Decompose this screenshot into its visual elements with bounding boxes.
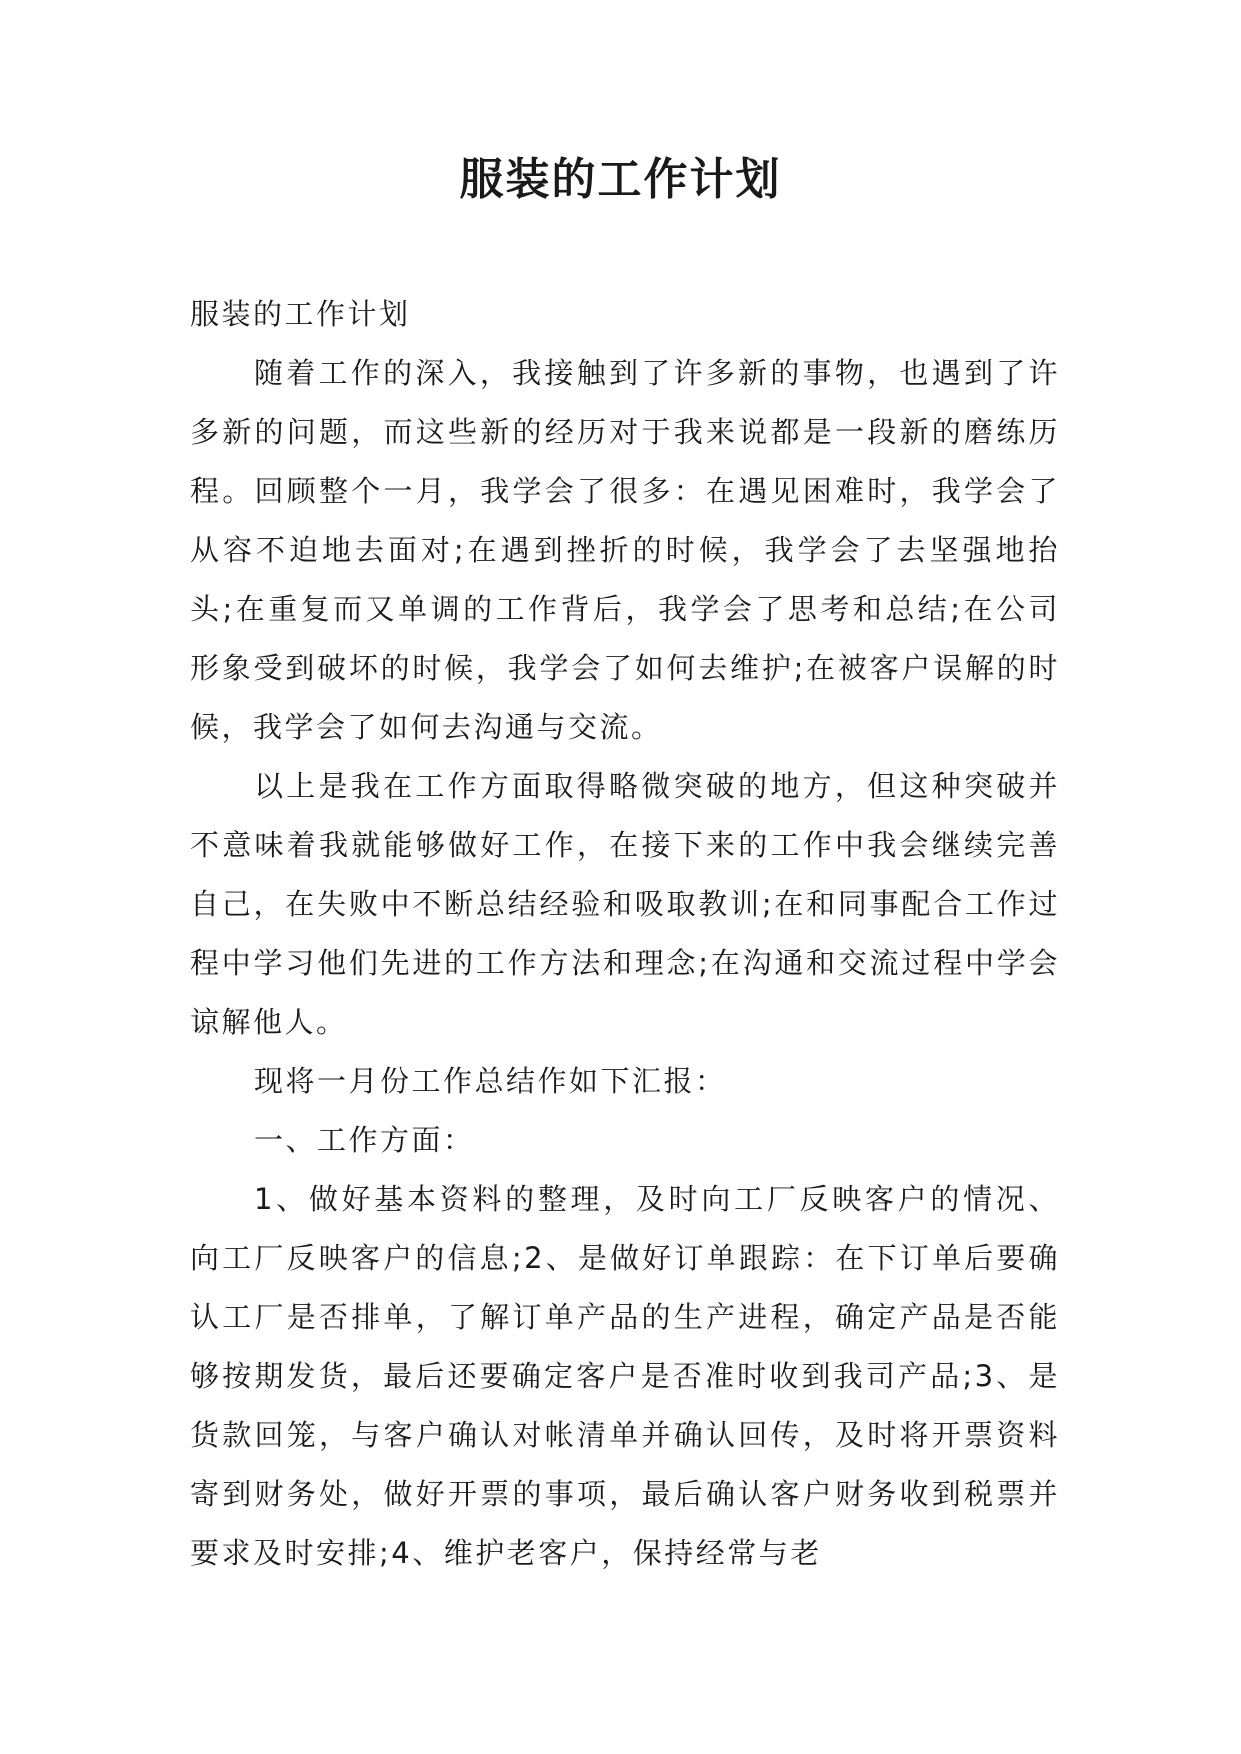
document-title: 服装的工作计划 xyxy=(459,154,782,205)
document-body xyxy=(190,285,1060,1583)
subtitle-paragraph: 服装的工作计划 xyxy=(190,297,411,331)
paragraph-breakthrough: 以上是我在工作方面取得略微突破的地方，但这种突破并不意味着我就能够做好工作，在接下来的工作中我会继续完善自己，在失败中不断总结经验和吸取教训;在和同事配合工作过程中学习他们先进的工作方法和理念;在沟通和交流过程中学会谅解他人。 xyxy=(190,769,1060,1039)
section-heading-work: 一、工作方面： xyxy=(254,1123,475,1157)
paragraph-report-lead: 现将一月份工作总结作如下汇报： xyxy=(254,1064,727,1098)
paragraph-work-items: 1、做好基本资料的整理，及时向工厂反映客户的情况、向工厂反映客户的信息;2、是做好订单跟踪：在下订单后要确认工厂是否排单，了解订单产品的生产进程，确定产品是否能够按期发货，最后还要确定客户是否准时收到我司产品;3、是货款回笼，与客户确认对帐清单并确认回传，及时将开票资料寄到财务处，做好开票的事项，最后确认客户财务收到税票并要求及时安排;4、维护老客户，保持经常与老 xyxy=(190,1182,1060,1570)
paragraph-intro: 随着工作的深入，我接触到了许多新的事物，也遇到了许多新的问题，而这些新的经历对于我来说都是一段新的磨练历程。回顾整个一月，我学会了很多：在遇见困难时，我学会了从容不迫地去面对;在遇到挫折的时候，我学会了去坚强地抬头;在重复而又单调的工作背后，我学会了思考和总结;在公司形象受到破坏的时候，我学会了如何去维护;在被客户误解的时候，我学会了如何去沟通与交流。 xyxy=(190,356,1060,744)
